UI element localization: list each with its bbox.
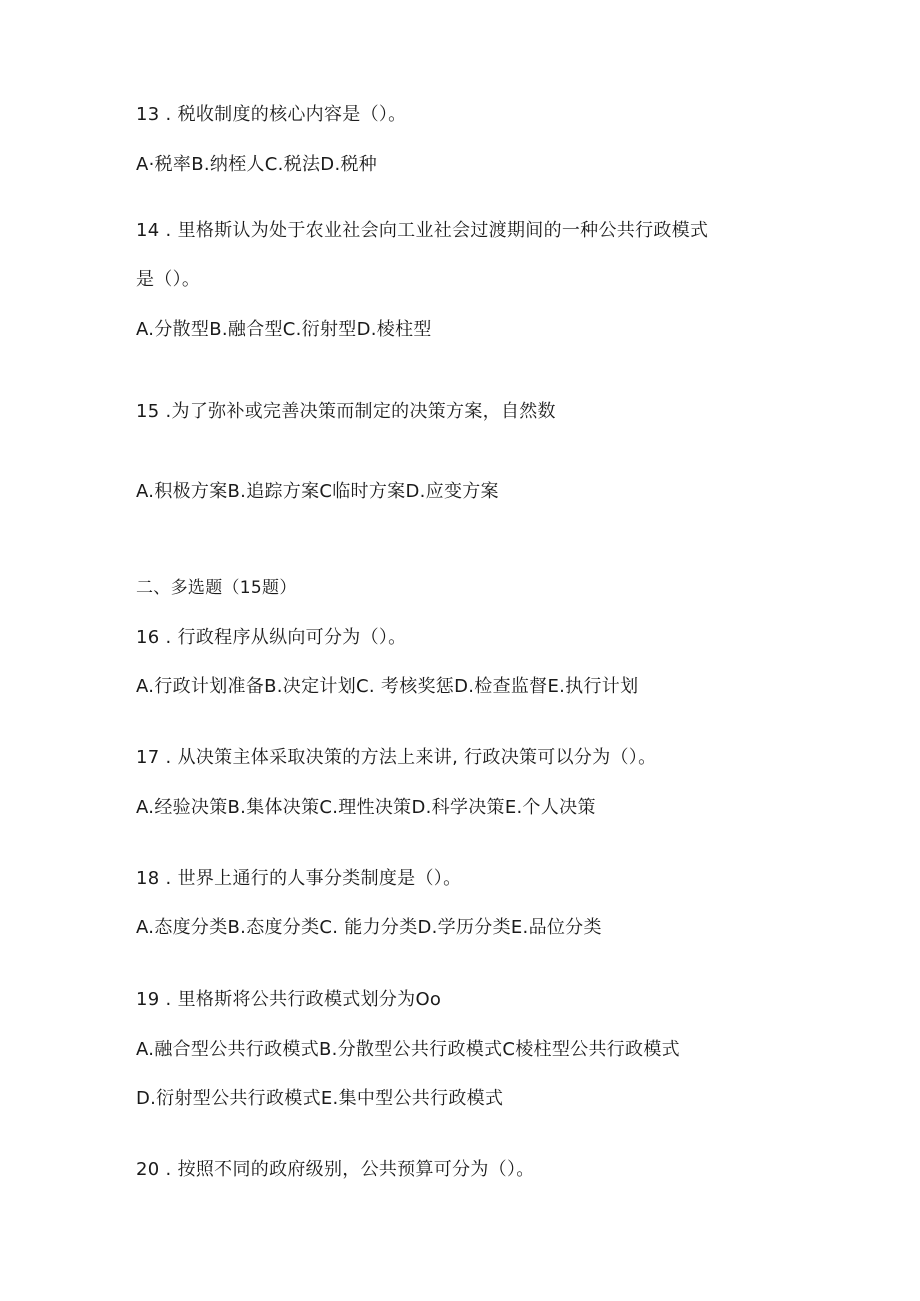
question-18: 18 . 世界上通行的人事分类制度是（）。 [136,868,462,889]
question-19-options-2: D.衍射型公共行政模式E.集中型公共行政模式 [136,1088,504,1109]
question-19-options-1: A.融合型公共行政模式B.分散型公共行政模式C棱柱型公共行政模式 [136,1039,680,1060]
question-14-options: A.分散型B.融合型C.衍射型D.棱柱型 [136,319,432,340]
question-13-options: A·税率B.纳桎人C.税法D.税种 [136,154,378,175]
question-17-options: A.经验决策B.集体决策C.理性决策D.科学决策E.个人决策 [136,797,596,818]
question-20: 20 . 按照不同的政府级别，公共预算可分为（）。 [136,1159,535,1180]
question-17: 17 . 从决策主体采取决策的方法上来讲, 行政决策可以分为（）。 [136,747,657,768]
question-15: 15 .为了弥补或完善决策而制定的决策方案，自然数 [136,401,556,422]
question-18-options: A.态度分类B.态度分类C. 能力分类D.学历分类E.品位分类 [136,917,602,938]
question-16-options: A.行政计划准备B.决定计划C. 考核奖惩D.检查监督E.执行计划 [136,676,639,697]
section-heading-multiple-choice: 二、多选题（15题） [136,578,297,598]
question-14-continued: 是（）。 [136,269,201,290]
question-15-options: A.积极方案B.追踪方案C临时方案D.应变方案 [136,481,499,502]
question-19: 19 . 里格斯将公共行政模式划分为Oo [136,989,442,1010]
question-16: 16 . 行政程序从纵向可分为（）。 [136,627,407,648]
question-14: 14 . 里格斯认为处于农业社会向工业社会过渡期间的一种公共行政模式 [136,220,709,241]
question-13: 13 . 税收制度的核心内容是（）。 [136,104,407,125]
